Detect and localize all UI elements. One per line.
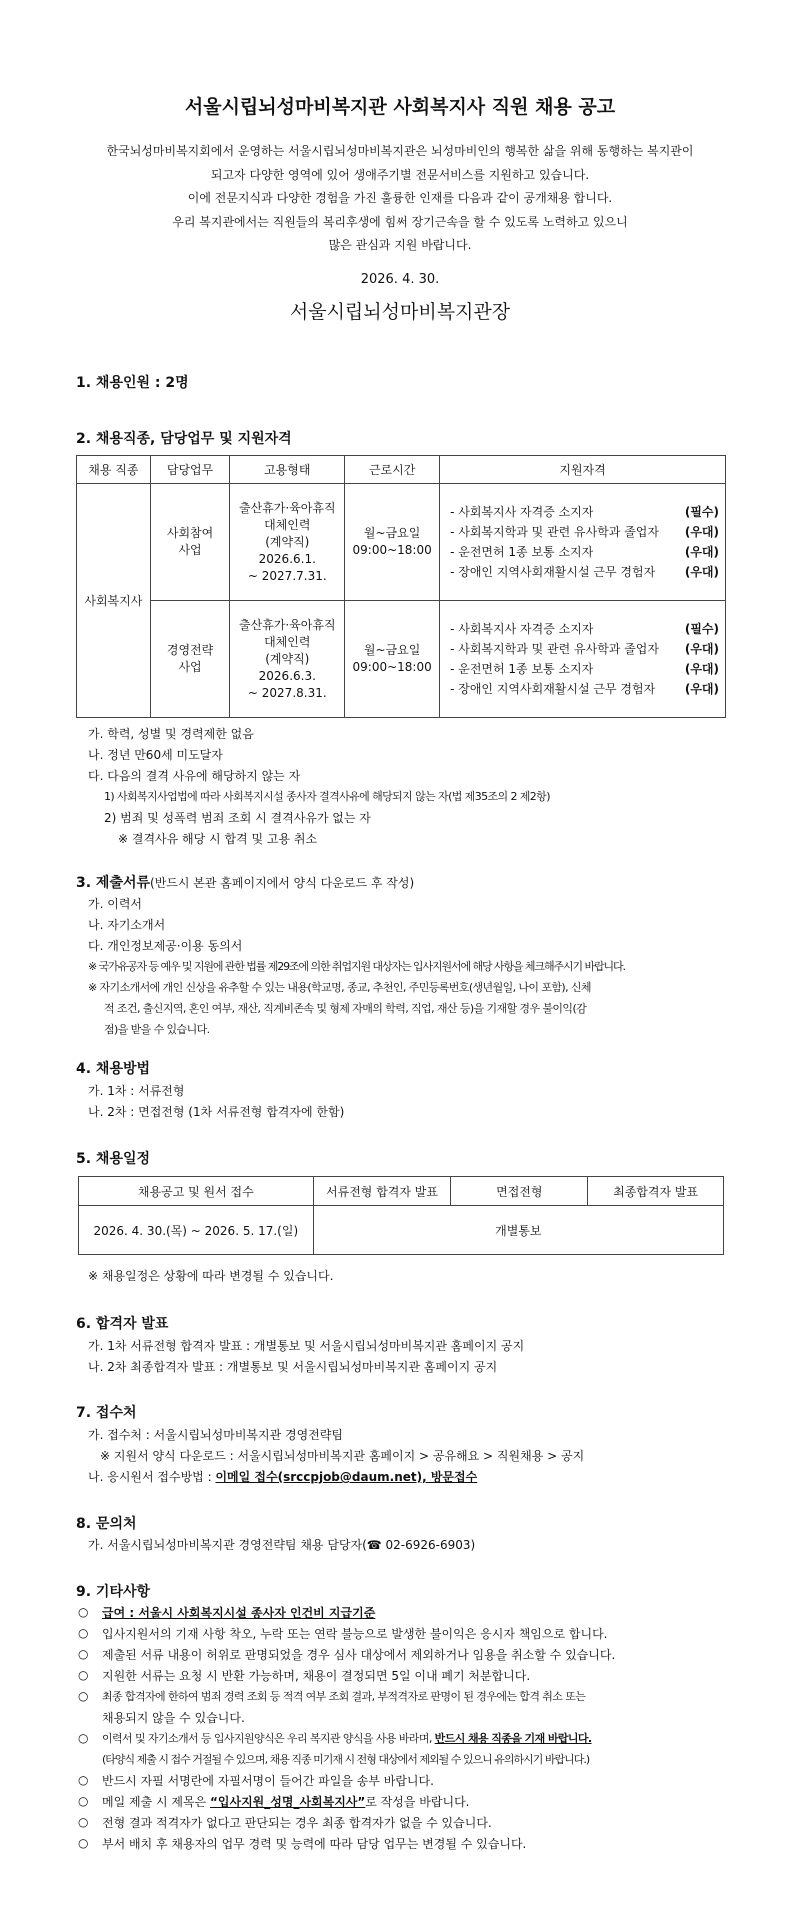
etc-emphasis: 반드시 채용 직종을 기재 바랍니다. [434, 1732, 592, 1745]
document-item: 다. 개인정보제공·이용 동의서 [88, 939, 243, 953]
hours-line: 월~금요일 [363, 643, 421, 657]
section-1-heading: 1. 채용인원 : 2명 [76, 375, 189, 391]
method-item: 나. 2차 : 면접전형 (1차 서류전형 합격자에 한함) [88, 1105, 345, 1119]
table-row [77, 601, 726, 718]
qual-tag: (우대) [684, 682, 719, 696]
header-cell: 근로시간 [345, 456, 440, 484]
reception-method [88, 1469, 477, 1485]
requirement-subnote: 2) 범죄 및 성폭력 범죄 조회 시 결격사유가 없는 자 [104, 811, 371, 825]
header-cell: 고용형태 [230, 456, 345, 484]
etc-item: 급여 : 서울시 사회복지시설 종사자 인건비 지급기준 [102, 1606, 376, 1620]
document-note: 적 조건, 출신지역, 혼인 여부, 재산, 직계비존속 및 형제 자매의 학력, 직업, 재산 등)을 기재할 경우 불이익(감 [104, 1002, 587, 1015]
quals-cell [440, 601, 726, 718]
qual-tag: (우대) [684, 565, 719, 579]
qual-text: - 사회복지학과 및 관련 유사학과 졸업자 [450, 642, 659, 656]
intro-line: 한국뇌성마비복지회에서 운영하는 서울시립뇌성마비복지관은 뇌성마비인의 행복한 삶을 위해 동행하는 복지관이 [106, 144, 694, 158]
document-item: 가. 이력서 [88, 897, 142, 911]
section-8-heading: 8. 문의처 [76, 1516, 137, 1532]
section-5-heading: 5. 채용일정 [76, 1151, 151, 1167]
qual-text: - 사회복지사 자격증 소지자 [450, 622, 594, 636]
bullet-icon: ○ [78, 1731, 89, 1745]
bullet-icon: ○ [78, 1689, 89, 1703]
etc-text: 로 작성을 바랍니다. [365, 1795, 470, 1809]
qual-text: - 운전면허 1종 보통 소지자 [450, 662, 594, 676]
section-9-heading: 9. 기타사항 [76, 1584, 151, 1600]
table-row [77, 484, 726, 601]
header-cell: 서류전형 합격자 발표 [313, 1177, 451, 1206]
header-cell: 지원자격 [440, 456, 726, 484]
etc-item: 부서 배치 후 채용자의 업무 경력 및 능력에 따라 담당 업무는 변경될 수 있습니다. [102, 1837, 527, 1851]
employ-line: 출산휴가·육아휴직 [239, 500, 336, 515]
employ-line: 출산휴가·육아휴직 [239, 617, 336, 632]
requirement-note: 다. 다음의 결격 사유에 해당하지 않는 자 [88, 769, 301, 783]
notice-date: 2026. 4. 30. [360, 272, 440, 287]
announce-item: 가. 1차 서류전형 합격자 발표 : 개별통보 및 서울시립뇌성마비복지관 홈페이지 공지 [88, 1339, 525, 1353]
etc-item: 입사지원서의 기재 사항 착오, 누락 또는 연락 불능으로 발생한 불이익은 응시자 책임으로 합니다. [102, 1627, 608, 1641]
schedule-notice: 개별통보 [313, 1206, 723, 1255]
reception-note: ※ 지원서 양식 다운로드 : 서울시립뇌성마비복지관 홈페이지 > 공유해요 > 직원채용 > 공지 [100, 1449, 585, 1463]
etc-item: 제출된 서류 내용이 허위로 판명되었을 경우 심사 대상에서 제외하거나 임용을 취소할 수 있습니다. [102, 1648, 616, 1662]
hours-line: 09:00~18:00 [352, 543, 432, 557]
duty-cell [150, 484, 230, 601]
hours-line: 09:00~18:00 [352, 660, 432, 674]
header-cell: 채용 직종 [77, 456, 151, 484]
qual-tag: (우대) [684, 662, 719, 676]
section-3-title: 3. 제출서류 [76, 875, 151, 891]
employ-line: 2026.6.1. [258, 551, 316, 566]
section-6-heading: 6. 합격자 발표 [76, 1316, 169, 1332]
bullet-icon: ○ [78, 1626, 89, 1640]
employ-line: (계약직) [265, 534, 310, 549]
job-table [76, 455, 726, 718]
duty-line: 경영전략 [166, 643, 214, 657]
section-3-note: (반드시 본관 홈페이지에서 양식 다운로드 후 작성) [150, 876, 415, 890]
duty-line: 사업 [178, 543, 202, 557]
etc-item: 반드시 자필 서명란에 자필서명이 들어간 파일을 송부 바랍니다. [102, 1774, 434, 1788]
etc-text: 메일 제출 시 제목은 [102, 1795, 210, 1809]
qual-text: - 장애인 지역사회재활시설 근무 경험자 [450, 565, 656, 579]
document-note: ※ 자기소개서에 개인 신상을 유추할 수 있는 내용(학교명, 종교, 추천인, 주민등록번호(생년월일, 나이 포함), 신체 [88, 981, 591, 994]
etc-item [102, 1794, 469, 1810]
qual-item [450, 522, 725, 542]
etc-item: 최종 합격자에 한하여 범죄 경력 조회 등 적격 여부 조회 결과, 부적격자로 판명이 된 경우에는 합격 취소 또는 [102, 1690, 586, 1703]
bullet-icon: ○ [78, 1794, 89, 1808]
bullet-icon: ○ [78, 1773, 89, 1787]
section-2-heading: 2. 채용직종, 담당업무 및 지원자격 [76, 431, 292, 447]
qual-text: - 사회복지학과 및 관련 유사학과 졸업자 [450, 525, 659, 539]
etc-text: 이력서 및 자기소개서 등 입사지원양식은 우리 복지관 양식을 사용 바라며, [102, 1732, 435, 1745]
reception-method-value: 이메일 접수(srccpjob@daum.net), 방문접수 [215, 1470, 478, 1484]
etc-item [102, 1731, 592, 1747]
intro-line: 우리 복지관에서는 직원들의 복리후생에 힘써 장기근속을 할 수 있도록 노력하고 있으니 [172, 214, 628, 229]
etc-item-cont: 채용되지 않을 수 있습니다. [102, 1711, 245, 1725]
qual-item [450, 502, 725, 522]
qual-item [450, 679, 725, 699]
etc-item: 전형 결과 적격자가 없다고 판단되는 경우 최종 합격자가 없을 수 있습니다. [102, 1816, 492, 1830]
qual-text: - 장애인 지역사회재활시설 근무 경험자 [450, 682, 656, 696]
section-7-heading: 7. 접수처 [76, 1405, 137, 1421]
document-item: 나. 자기소개서 [88, 918, 166, 932]
schedule-note: ※ 채용일정은 상황에 따라 변경될 수 있습니다. [88, 1269, 334, 1283]
bullet-icon: ○ [78, 1815, 89, 1829]
qual-text: - 운전면허 1종 보통 소지자 [450, 545, 594, 559]
employ-line: (계약직) [265, 651, 310, 666]
intro-line: 이에 전문지식과 다양한 경험을 가진 훌륭한 인재를 다음과 같이 공개채용 합니다. [187, 191, 613, 205]
section-4-heading: 4. 채용방법 [76, 1061, 151, 1077]
document-note: 점)을 받을 수 있습니다. [104, 1023, 210, 1036]
reception-item: 가. 접수처 : 서울시립뇌성마비복지관 경영전략팀 [88, 1428, 343, 1442]
qual-tag: (우대) [684, 642, 719, 656]
header-cell: 채용공고 및 원서 접수 [79, 1177, 314, 1206]
bullet-icon: ○ [78, 1647, 89, 1661]
contact-item: 가. 서울시립뇌성마비복지관 경영전략팀 채용 담당자(☎ 02-6926-6903) [88, 1538, 476, 1552]
employ-line: 대체인력 [264, 634, 311, 649]
employ-line: ~ 2027.7.31. [247, 568, 327, 583]
etc-item-cont: (타양식 제출 시 접수 거절될 수 있으며, 채용 직종 미기재 시 전형 대상에서 제외될 수 있으니 유의하시기 바랍니다.) [102, 1753, 590, 1766]
intro-line: 되고자 다양한 영역에 있어 생애주기별 전문서비스를 지원하고 있습니다. [210, 167, 590, 182]
bullet-icon: ○ [78, 1836, 89, 1850]
table-row [79, 1206, 724, 1255]
requirement-warning: ※ 결격사유 해당 시 합격 및 고용 취소 [118, 832, 318, 846]
qual-item [450, 542, 725, 562]
hours-cell [345, 484, 440, 601]
job-cell: 사회복지사 [77, 484, 151, 718]
bullet-icon: ○ [78, 1668, 89, 1682]
employ-line: ~ 2027.8.31. [247, 685, 327, 700]
schedule-period: 2026. 4. 30.(목) ~ 2026. 5. 17.(일) [79, 1206, 314, 1255]
qual-tag: (우대) [684, 545, 719, 559]
qual-item [450, 659, 725, 679]
etc-item: 지원한 서류는 요청 시 반환 가능하며, 채용이 결정되면 5일 이내 폐기 처분합니다. [102, 1669, 531, 1683]
qual-item [450, 562, 725, 582]
bullet-icon: ○ [78, 1605, 89, 1619]
duty-cell [150, 601, 230, 718]
reception-method-label: 나. 응시원서 접수방법 : [88, 1470, 216, 1484]
intro-paragraph [0, 140, 800, 258]
schedule-table [78, 1176, 724, 1255]
qual-item [450, 639, 725, 659]
header-cell: 담당업무 [150, 456, 230, 484]
announce-item: 나. 2차 최종합격자 발표 : 개별통보 및 서울시립뇌성마비복지관 홈페이지 공지 [88, 1360, 498, 1374]
qual-tag: (필수) [684, 505, 719, 519]
qual-tag: (필수) [684, 622, 719, 636]
header-cell: 최종합격자 발표 [588, 1177, 724, 1206]
etc-emphasis: “입사지원_성명_사회복지사” [210, 1795, 366, 1809]
employ-line: 대체인력 [264, 517, 311, 532]
employ-line: 2026.6.3. [258, 668, 316, 683]
employ-cell [230, 484, 345, 601]
quals-cell [440, 484, 726, 601]
employ-cell [230, 601, 345, 718]
document-note: ※ 국가유공자 등 예우 및 지원에 관한 법률 제29조에 의한 취업지원 대상자는 입사지원서에 해당 사항을 체크해주시기 바랍니다. [88, 960, 625, 973]
header-cell: 면접전형 [451, 1177, 588, 1206]
page-title: 서울시립뇌성마비복지관 사회복지사 직원 채용 공고 [184, 96, 616, 118]
issuer-name: 서울시립뇌성마비복지관장 [289, 301, 511, 323]
schedule-header [79, 1177, 724, 1206]
requirement-subnote: 1) 사회복지사업법에 따라 사회복지시설 종사자 결격사유에 해당되지 않는 자(법 제35조의 2 제2항) [104, 790, 550, 803]
duty-line: 사회참여 [166, 526, 214, 540]
method-item: 가. 1차 : 서류전형 [88, 1084, 185, 1098]
section-3-heading [76, 872, 414, 892]
duty-line: 사업 [178, 660, 202, 674]
requirement-note: 나. 정년 만60세 미도달자 [88, 748, 223, 762]
hours-cell [345, 601, 440, 718]
qual-tag: (우대) [684, 525, 719, 539]
qual-text: - 사회복지사 자격증 소지자 [450, 505, 594, 519]
qual-item [450, 619, 725, 639]
hours-line: 월~금요일 [363, 526, 421, 540]
intro-line: 많은 관심과 지원 바랍니다. [328, 238, 472, 252]
job-table-header [77, 456, 726, 484]
requirement-note: 가. 학력, 성별 및 경력제한 없음 [88, 727, 254, 741]
